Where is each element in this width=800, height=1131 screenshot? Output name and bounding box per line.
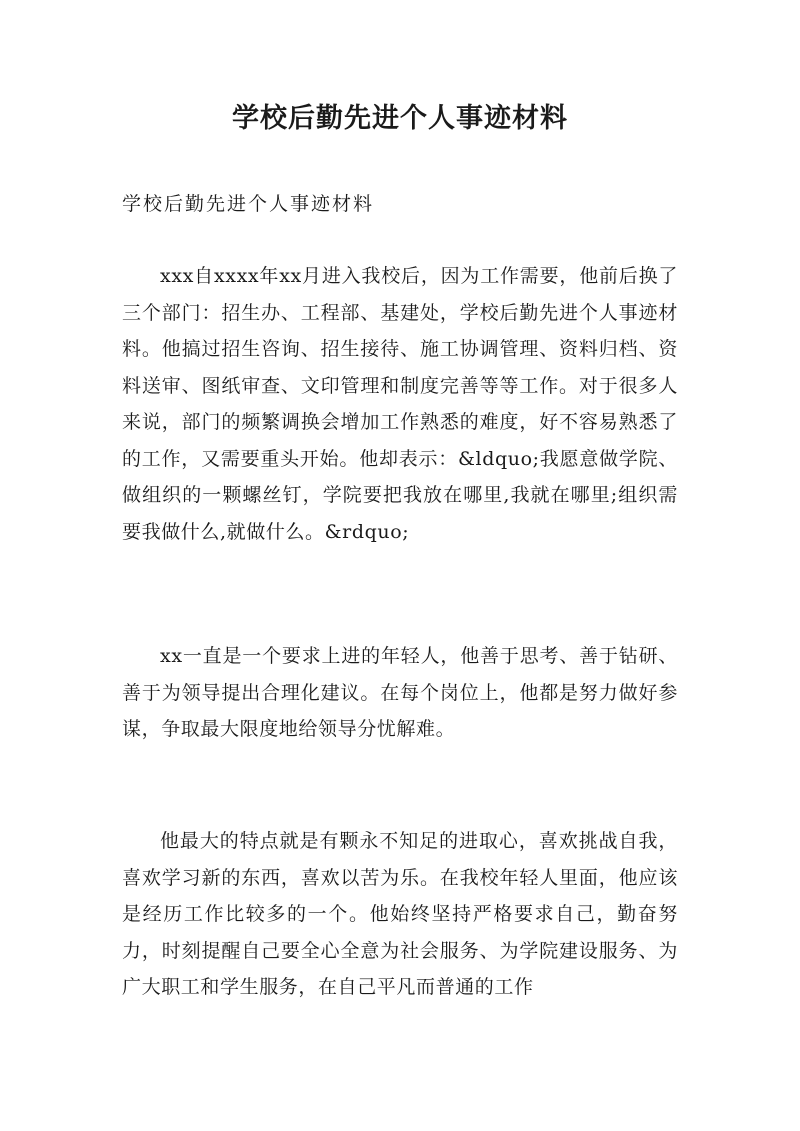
document-title: 学校后勤先进个人事迹材料 (232, 103, 568, 134)
document-subtitle: 学校后勤先进个人事迹材料 (122, 193, 375, 215)
paragraph-1: xxx自xxxx年xx月进入我校后，因为工作需要，他前后换了三个部门：招生办、工程部、基建处，学校后勤先进个人事迹材料。他搞过招生咨询、招生接待、施工协调管理、资料归档、资料送审、图纸审查、文印管理和制度完善等等工作。对于很多人来说，部门的频繁调换会增加工作熟悉的难度，好不容易熟悉了的工作，又需要重头开始。他却表示：&ldquo;我愿意做学院、做组织的一颗螺丝钉，学院要把我放在哪里,我就在哪里;组织需要我做什么,就做什么。&rdquo; (122, 265, 678, 543)
paragraph-3: 他最大的特点就是有颗永不知足的进取心，喜欢挑战自我，喜欢学习新的东西，喜欢以苦为乐。在我校年轻人里面，他应该是经历工作比较多的一个。他始终坚持严格要求自己，勤奋努力，时刻提醒自己要全心全意为社会服务、为学院建设服务、为广大职工和学生服务，在自己平凡而普通的工作 (122, 830, 678, 998)
paragraph-2: xx一直是一个要求上进的年轻人，他善于思考、善于钻研、善于为领导提出合理化建议。在每个岗位上，他都是努力做好参谋，争取最大限度地给领导分忧解难。 (122, 645, 678, 740)
